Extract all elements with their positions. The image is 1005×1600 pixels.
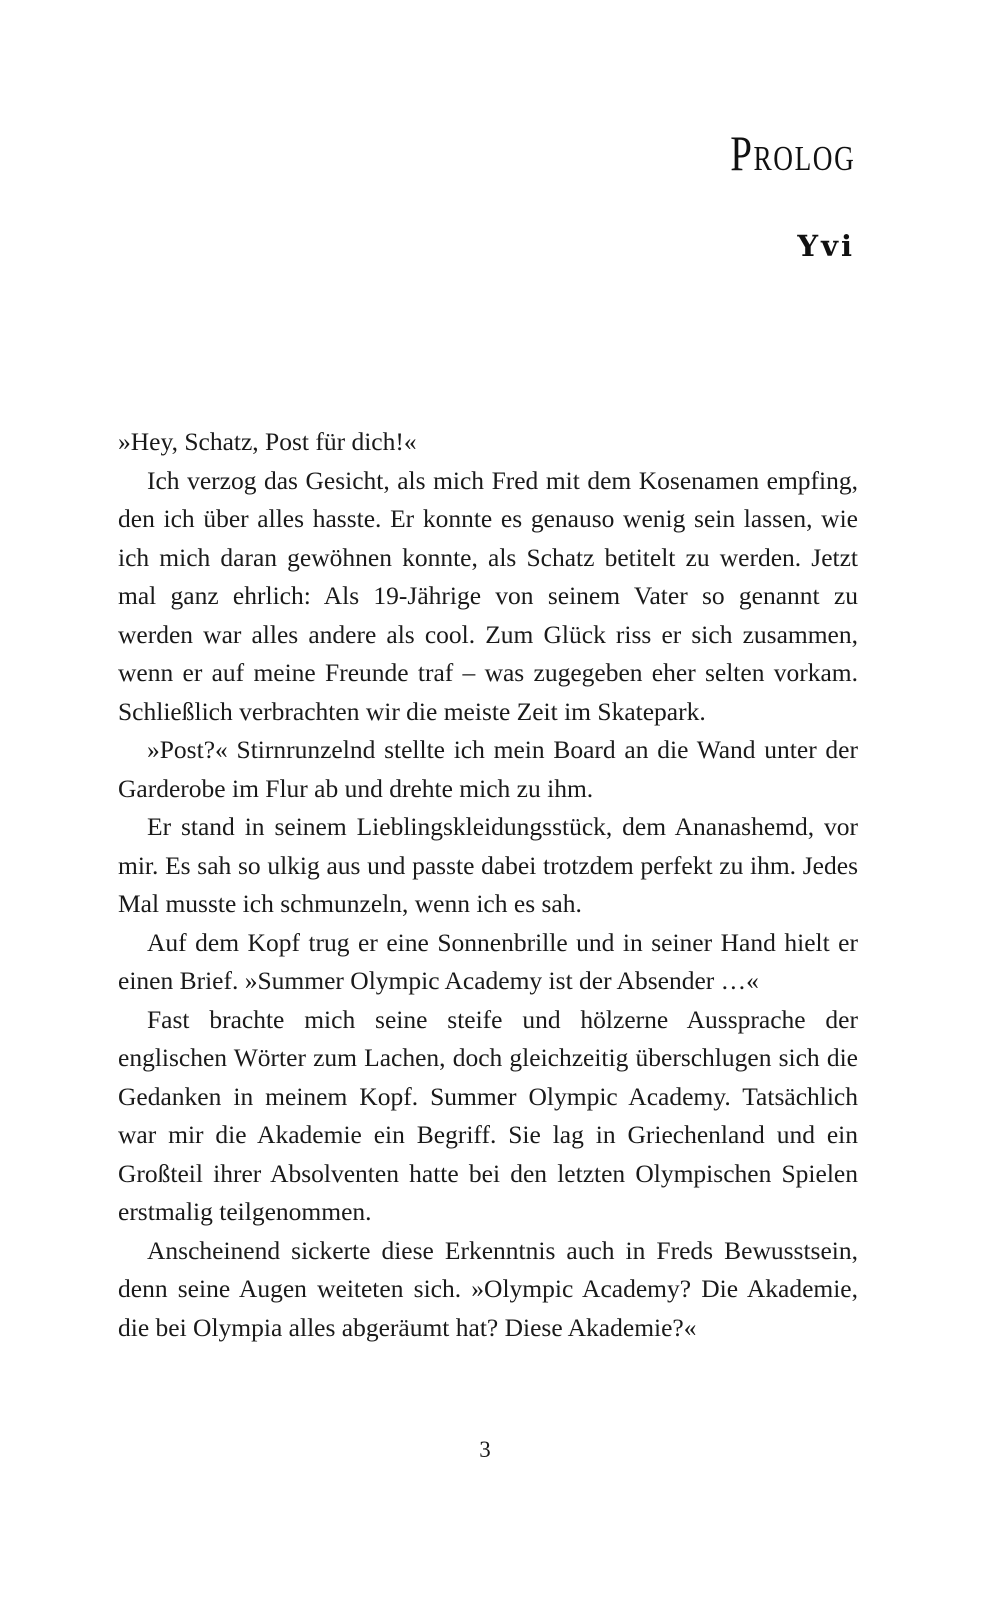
paragraph: Ich verzog das Gesicht, als mich Fred mit dem Kosenamen empfing, den ich über alles hasste. Er konnte es genauso wenig sein lassen, wie ich mich daran gewöhnen konnte, als Schatz betitelt zu werden. Jetzt mal ganz ehrlich: Als 19-Jährige von seinem Vater so genannt zu werden war alles andere als cool. Zum Glück riss er sich zusammen, wenn er auf meine Freunde traf – was zugegeben eher selten vorkam. Schließlich verbrachten wir die meiste Zeit im Skatepark. [118,465,858,726]
paragraph: Anscheinend sickerte diese Erkenntnis auch in Freds Bewusstsein, denn seine Augen weiteten sich. »Olympic Academy? Die Akademie, die bei Olympia alles abgeräumt hat? Diese Akademie?« [118,1235,858,1342]
body-text [118,423,858,1347]
paragraph: »Hey, Schatz, Post für dich!« [118,427,417,456]
paragraph: »Post?« Stirnrunzelnd stellte ich mein Board an die Wand unter der Garderobe im Flur ab und drehte mich zu ihm. [118,735,858,803]
narrator-heading: Yvi [797,229,855,263]
page-number: 3 [479,1437,491,1462]
paragraph: Auf dem Kopf trug er eine Sonnenbrille und in seiner Hand hielt er einen Brief. »Summer Olympic Academy ist der Absender …« [118,927,858,995]
chapter-title: Prolog [729,125,855,181]
paragraph: Fast brachte mich seine steife und hölzerne Aussprache der englischen Wörter zum Lachen, doch gleichzeitig überschlugen sich die Gedanken in meinem Kopf. Summer Olympic Academy. Tatsächlich war mir die Akademie ein Begriff. Sie lag in Griechenland und ein Großteil ihrer Absolventen hatte bei den letzten Olympischen Spielen erstmalig teilgenommen. [118,1004,858,1226]
paragraph: Er stand in seinem Lieblingskleidungsstück, dem Ananashemd, vor mir. Es sah so ulkig aus und passte dabei trotzdem perfekt zu ihm. Jedes Mal musste ich schmunzeln, wenn ich es sah. [118,812,858,918]
